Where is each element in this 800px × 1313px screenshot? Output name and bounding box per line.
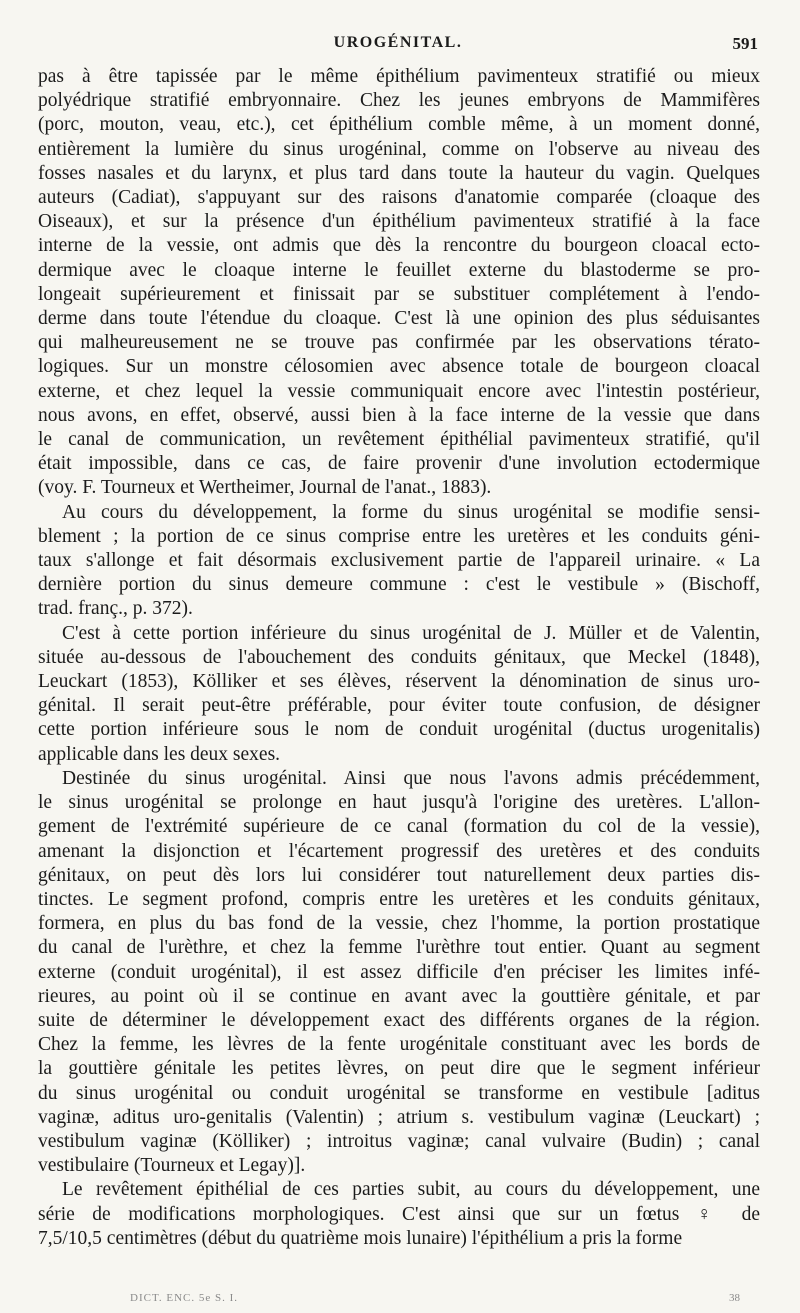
text-line: polyédrique stratifié embryonnaire. Chez les jeunes embryons de Mammifères [38, 90, 760, 112]
text-line: rieures, au point où il se continue en avant avec la gouttière génitale, et par [38, 985, 760, 1007]
text-line: située au-dessous de l'abouchement des conduits génitaux, que Meckel (1848), [38, 646, 760, 668]
text-line: du canal de l'urèthre, et chez la femme l'urèthre tout entier. Quant au segment [38, 937, 760, 959]
paragraph [38, 1178, 760, 1251]
text-line: tinctes. Le segment profond, compris entre les uretères et les conduits génitaux, [38, 888, 760, 910]
text-line: Au cours du développement, la forme du sinus urogénital se modifie sensi- [62, 501, 760, 523]
text-line: blement ; la portion de ce sinus comprise entre les uretères et les conduits géni- [38, 525, 760, 547]
paragraph [38, 622, 760, 767]
text-line: externe (conduit urogénital), il est assez difficile d'en préciser les limites infé- [38, 961, 760, 983]
text-line: Leuckart (1853), Kölliker et ses élèves, réservent la dénomination de sinus uro- [38, 671, 760, 693]
page-footer [130, 1292, 760, 1308]
text-line: était impossible, dans ce cas, de faire provenir d'une involution ectodermique [38, 453, 760, 475]
text-line: auteurs (Cadiat), s'appuyant sur des raisons d'anatomie comparée (cloaque des [38, 187, 760, 209]
body-text [38, 65, 760, 1251]
text-line: suite de déterminer le développement exact des différents organes de la région. [38, 1009, 760, 1031]
paragraph [38, 767, 760, 1178]
page-header [38, 34, 758, 54]
text-line: vestibulum vaginæ (Kölliker) ; introitus vaginæ; canal vulvaire (Budin) ; canal [38, 1130, 760, 1152]
text-line: formera, en plus du bas fond de la vessie, chez l'homme, la portion prostatique [38, 913, 760, 935]
text-line: amenant la disjonction et l'écartement progressif des uretères et des conduits [38, 840, 760, 862]
text-line: derme dans toute l'étendue du cloaque. C'est là une opinion des plus séduisantes [38, 308, 760, 330]
text-line: applicable dans les deux sexes. [38, 743, 281, 765]
text-line: longeait supérieurement et finissait par se substituer complétement à l'endo- [38, 283, 760, 305]
text-line: logiques. Sur un monstre célosomien avec absence totale de bourgeon cloacal [38, 356, 760, 378]
sheet-number: 38 [729, 1292, 740, 1304]
text-line: Oiseaux), et sur la présence d'un épithélium pavimenteux stratifié à la face [38, 211, 760, 233]
text-line: dermique avec le cloaque interne le feuillet externe du blastoderme se pro- [38, 259, 760, 281]
text-line: série de modifications morphologiques. C'est ainsi que sur un fœtus ♀ de [38, 1203, 760, 1225]
text-line: externe, et chez lequel la vessie communiquait encore avec l'intestin postérieur, [38, 380, 760, 402]
text-line: (porc, mouton, veau, etc.), cet épithélium comble même, à un moment donné, [38, 114, 760, 136]
text-line: C'est à cette portion inférieure du sinus urogénital de J. Müller et de Valentin, [62, 622, 760, 644]
page-number: 591 [732, 34, 758, 53]
signature-mark: DICT. ENC. 5e S. I. [130, 1292, 239, 1304]
text-line: entièrement la lumière du sinus urogéninal, comme on l'observe au niveau des [38, 138, 760, 160]
text-line: fosses nasales et du larynx, et plus tard dans toute la hauteur du vagin. Quelques [38, 162, 760, 184]
text-line: Destinée du sinus urogénital. Ainsi que nous l'avons admis précédemment, [62, 767, 760, 789]
text-line: nous avons, en effet, observé, aussi bien à la face interne de la vessie que dans [38, 404, 760, 426]
running-title: UROGÉNITAL. [333, 34, 463, 51]
text-line: vestibulaire (Tourneux et Legay)]. [38, 1155, 306, 1177]
text-line: dernière portion du sinus demeure commune : c'est le vestibule » (Bischoff, [38, 574, 760, 596]
text-line: génital. Il serait peut-être préférable, pour éviter toute confusion, de désigner [38, 695, 760, 717]
text-line: Chez la femme, les lèvres de la fente urogénitale constituant avec les bords de [38, 1034, 760, 1056]
text-line: la gouttière génitale les petites lèvres, on peut dire que le segment inférieur [38, 1058, 760, 1080]
text-line: le sinus urogénital se prolonge en haut jusqu'à l'origine des uretères. L'allon- [38, 792, 760, 814]
text-line: interne de la vessie, ont admis que dès la rencontre du bourgeon cloacal ecto- [38, 235, 760, 257]
text-line: génitaux, on peut dès lors lui considérer tout naturellement deux parties dis- [38, 864, 760, 886]
paragraph [38, 501, 760, 622]
text-line: taux s'allonge et fait désormais exclusivement partie de l'appareil urinaire. « La [38, 550, 760, 572]
text-line: le canal de communication, un revêtement épithélial pavimenteux stratifié, qu'il [38, 429, 760, 451]
text-line: Le revêtement épithélial de ces parties subit, au cours du développement, une [62, 1179, 760, 1201]
text-line: 7,5/10,5 centimètres (début du quatrième mois lunaire) l'épithélium a pris la forme [38, 1227, 683, 1249]
text-line: qui malheureusement ne se trouve pas confirmée par les observations tératо- [38, 332, 760, 354]
text-line: gement de l'extrémité supérieure de ce canal (formation du col de la vessie), [38, 816, 760, 838]
text-line: vaginæ, aditus uro-genitalis (Valentin) ; atrium s. vestibulum vaginæ (Leuckart) ; [38, 1106, 760, 1128]
text-line: trad. franç., p. 372). [38, 598, 193, 620]
text-line: (voy. F. Tourneux et Wertheimer, Journal de l'anat., 1883). [38, 477, 492, 499]
text-line: pas à être tapissée par le même épithélium pavimenteux stratifié ou mieux [38, 66, 760, 87]
text-line: cette portion inférieure sous le nom de conduit urogénital (ductus urogenitalis) [38, 719, 760, 741]
paragraph [38, 65, 760, 501]
text-line: du sinus urogénital ou conduit urogénital se transforme en vestibule [aditus [38, 1082, 760, 1104]
